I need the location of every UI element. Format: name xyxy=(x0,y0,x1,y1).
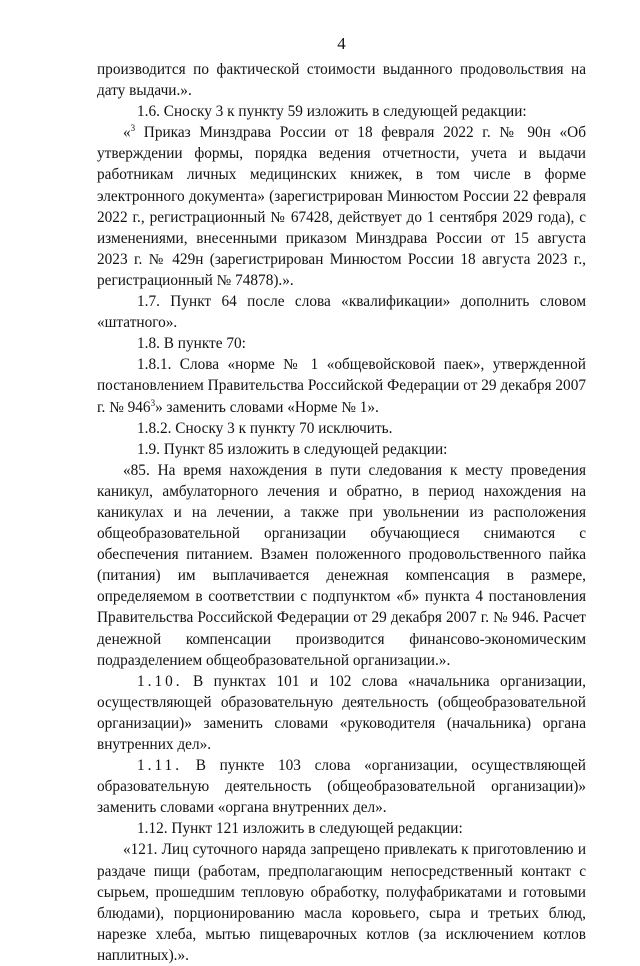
paragraph-text: 1.6. Сноску 3 к пункту 59 изложить в следующей редакции: xyxy=(137,103,527,121)
paragraph-text: В пункте 103 слова «организации, осуществляющей образовательную деятельность (общеобразовательной организации)» заменить словами «органа внутренних дел». xyxy=(97,757,586,817)
paragraph-1-8-2 xyxy=(97,418,586,439)
paragraph-85-text xyxy=(97,460,586,671)
paragraph-text: «85. На время нахождения в пути следования к месту проведения каникул, амбулаторного лечения и обратно, в период нахождения на каникулах и на лечении, а также при увольнении из расположения общеобразовательной организации обучающиеся снимаются с обеспечения питанием. Взамен положенного продовольственного пайка (питания) им выплачивается денежная компенсация в размере, определяемом в соответствии с подпунктом «б» пункта 4 постановления Правительства Российской Федерации от 29 декабря 2007 г. № 946. Расчет денежной компенсации производится финансово-экономическим подразделением общеобразовательной организации.». xyxy=(97,461,586,669)
paragraph-1-10 xyxy=(97,671,586,755)
paragraph-text: 1.8. В пункте 70: xyxy=(137,335,246,353)
paragraph-1-11 xyxy=(97,755,586,818)
paragraph-1-9 xyxy=(97,439,586,460)
paragraph-text: 1.12. Пункт 121 изложить в следующей редакции: xyxy=(137,820,463,838)
paragraph-text: Приказ Минздрава России от 18 февраля 2022 г. № 90н «Об утверждении формы, порядка ведения отчетности, учета и выдачи работникам личных медицинских книжек, в том числе в форме электронного документа» (зарегистрирован Минюстом России 22 февраля 2022 г., регистрационный № 67428, действует до 1 сентября 2029 года), с изменениями, внесенными приказом Минздрава России от 15 августа 2023 г. № 429н (зарегистрирован Минюстом России 18 августа 2023 г., регистрационный № 74878).». xyxy=(97,124,586,289)
paragraph-121-text xyxy=(97,839,586,966)
paragraph-number: 1.10. xyxy=(137,672,183,690)
paragraph-text: » заменить словами «Норме № 1». xyxy=(155,398,379,416)
paragraph-1-7 xyxy=(97,291,586,333)
paragraph-text: 1.9. Пункт 85 изложить в следующей редакции: xyxy=(137,440,448,458)
paragraph-text: «121. Лиц суточного наряда запрещено привлекать к приготовлению и раздаче пищи (работам, предполагающим непосредственный контакт с сырьем, прошедшим тепловую обработку, полуфабрикатами и готовыми блюдами), порционированию масла коровьего, сыра и третьих блюд, нарезке хлеба, мытью пищеварочных котлов (за исключением котлов наплитных).». xyxy=(97,841,586,964)
paragraph-text: 1.8.1. Слова «норме № 1 «общевойсковой паек», утвержденной постановлением Правительства Российской Федерации от 29 декабря 2007 г. № 946 xyxy=(97,356,586,416)
footnote-marker: 3 xyxy=(130,123,136,134)
paragraph-text: производится по фактической стоимости выданного продовольствия на дату выдачи.». xyxy=(97,61,586,100)
paragraph-1-6 xyxy=(97,101,586,122)
paragraph-1-8-1 xyxy=(97,354,586,417)
paragraph-text: 1.7. Пункт 64 после слова «квалификации» дополнить словом «штатного». xyxy=(97,293,586,332)
paragraph-1-12 xyxy=(97,818,586,839)
paragraph-continuation xyxy=(97,59,586,101)
paragraph-number: 1.11. xyxy=(137,757,183,775)
page-number: 4 xyxy=(337,34,346,53)
footnote-3-text xyxy=(97,122,586,291)
paragraph-text: В пунктах 101 и 102 слова «начальника организации, осуществляющей образовательную деятельность (общеобразовательной организации)» заменить словами «руководителя (начальника) органа внутренних дел». xyxy=(97,672,586,753)
paragraph-1-8 xyxy=(97,333,586,354)
footnote-marker: 3 xyxy=(150,397,156,408)
quote-open: « xyxy=(123,124,131,142)
paragraph-text: 1.8.2. Сноску 3 к пункту 70 исключить. xyxy=(137,419,393,437)
